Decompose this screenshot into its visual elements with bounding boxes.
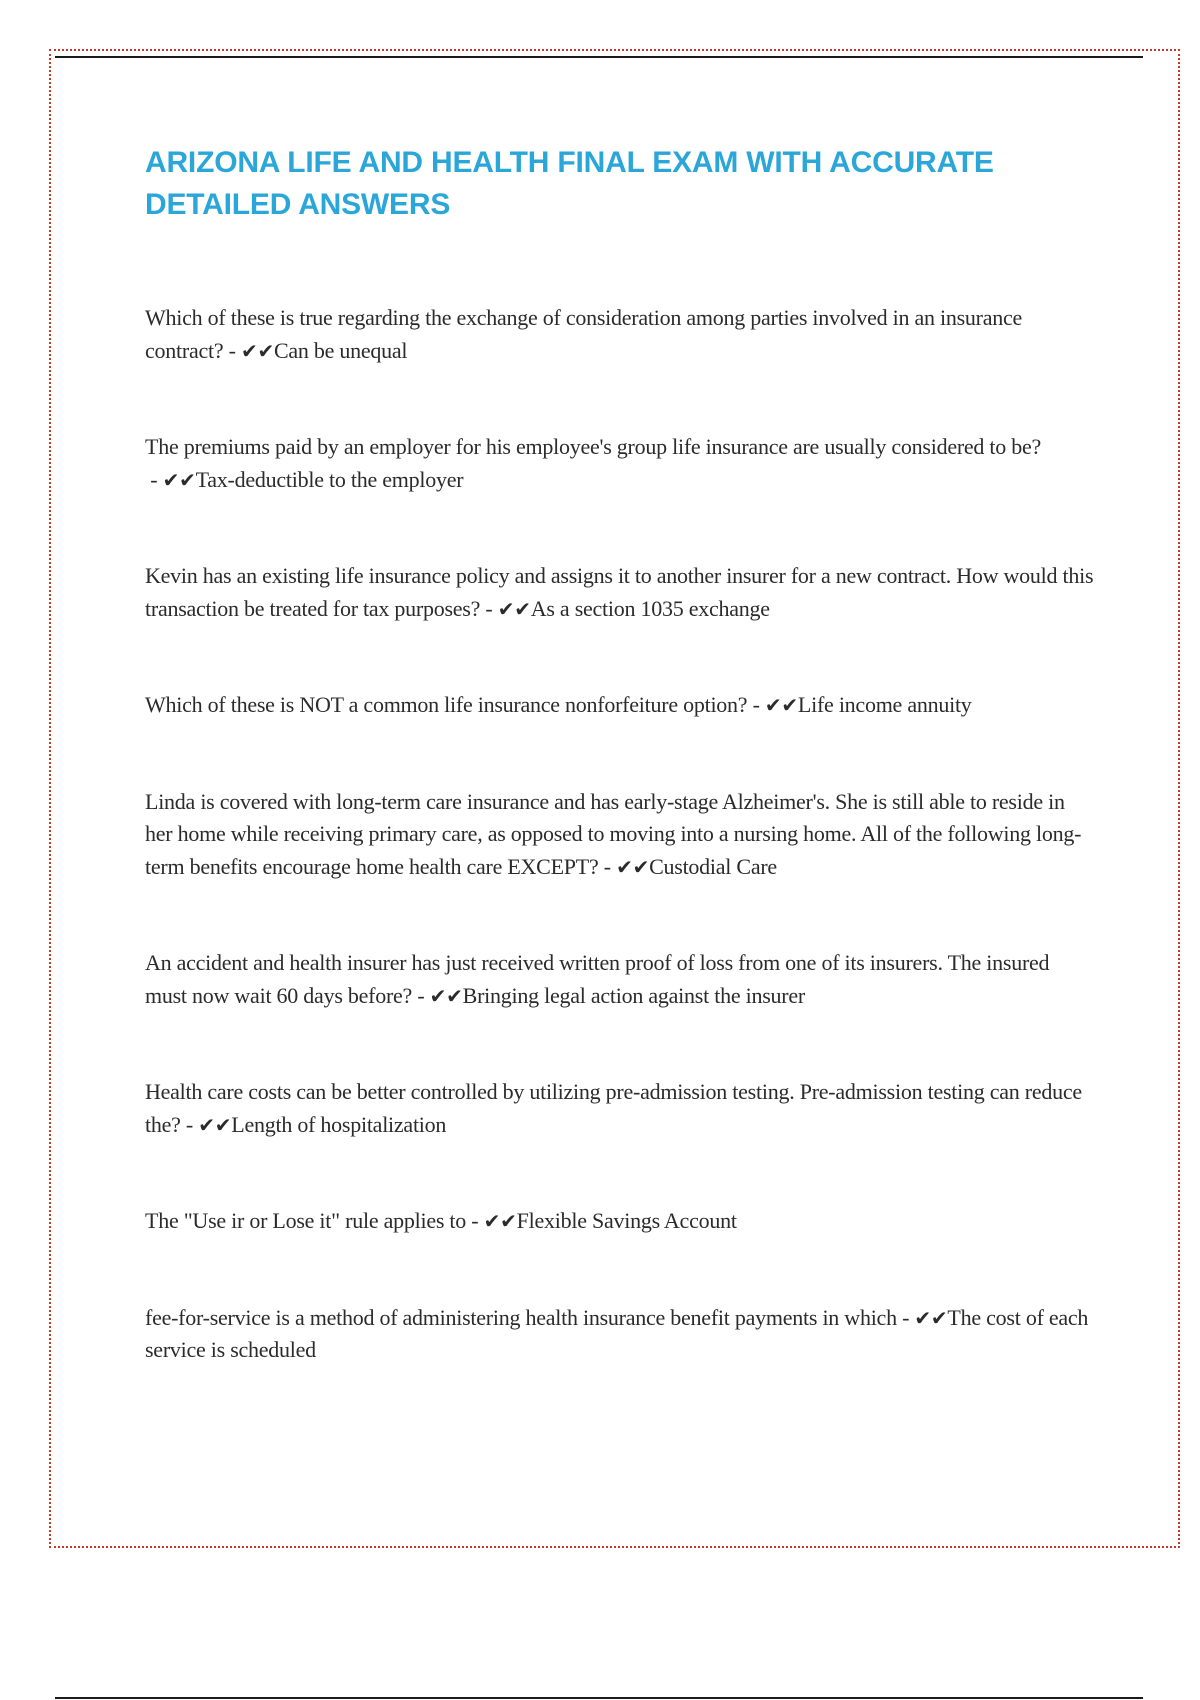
- double-check-icon: ✔✔: [914, 1305, 948, 1330]
- answer-text: Flexible Savings Account: [516, 1208, 737, 1233]
- qa-item: [145, 947, 1095, 1012]
- question-text: Health care costs can be better controlled by utilizing pre-admission testing. Pre-admission testing can reduce the?: [145, 1079, 1082, 1137]
- question-text: The premiums paid by an employer for his employee's group life insurance are usually considered to be?: [145, 434, 1042, 459]
- separator: -: [747, 692, 765, 717]
- answer-text: Custodial Care: [649, 853, 777, 879]
- top-rule: [55, 56, 1143, 58]
- answer-text: The cost of each service is scheduled: [145, 1304, 1089, 1362]
- question-text: An accident and health insurer has just received written proof of loss from one of its insurers. The insured must now wait 60 days before?: [145, 950, 1050, 1008]
- question-text: The "Use ir or Lose it" rule applies to: [145, 1208, 467, 1233]
- question-text: Which of these is NOT a common life insurance nonforfeiture option?: [145, 692, 748, 717]
- double-check-icon: ✔✔: [162, 467, 196, 492]
- qa-item: [145, 786, 1095, 884]
- answer-text: Life income annuity: [797, 692, 972, 717]
- document-title: ARIZONA LIFE AND HEALTH FINAL EXAM WITH ACCURATE DETAILED ANSWERS: [145, 146, 994, 221]
- separator: -: [598, 853, 617, 879]
- question-text: Linda is covered with long-term care insurance and has early-stage Alzheimer's. She is still able to reside in her home while receiving primary care, as opposed to moving into a nursing home. All of the following long-term benefits encourage home health care EXCEPT?: [145, 788, 1082, 879]
- qa-item: [145, 1076, 1095, 1141]
- separator: -: [145, 466, 163, 492]
- separator: -: [412, 982, 430, 1008]
- question-text: fee-for-service is a method of administering health insurance benefit payments in which: [145, 1304, 897, 1330]
- answer-text: Length of hospitalization: [231, 1111, 447, 1137]
- separator: -: [466, 1208, 484, 1233]
- double-check-icon: ✔✔: [616, 854, 650, 879]
- answer-text: Bringing legal action against the insurer: [462, 982, 805, 1008]
- separator: -: [180, 1111, 199, 1137]
- double-check-icon: ✔✔: [483, 1209, 517, 1233]
- answer-text: As a section 1035 exchange: [530, 595, 770, 621]
- answer-text: Tax-deductible to the employer: [195, 466, 464, 492]
- qa-item: [145, 689, 1095, 722]
- double-check-icon: ✔✔: [198, 1112, 232, 1137]
- qa-list: [145, 302, 1095, 1367]
- qa-item: [145, 1302, 1095, 1367]
- question-text: Kevin has an existing life insurance policy and assigns it to another insurer for a new contract. How would this transaction be treated for tax purposes?: [145, 563, 1094, 621]
- qa-item: [145, 1205, 1095, 1238]
- double-check-icon: ✔✔: [497, 596, 531, 621]
- separator: -: [480, 595, 498, 621]
- double-check-icon: ✔✔: [429, 983, 463, 1008]
- bottom-rule: [55, 1697, 1143, 1699]
- qa-item: [145, 431, 1095, 496]
- qa-item: [145, 560, 1095, 625]
- separator: -: [896, 1304, 915, 1330]
- double-check-icon: ✔✔: [240, 338, 274, 363]
- question-text: Which of these is true regarding the exchange of consideration among parties involved in an insurance contract?: [145, 305, 1023, 363]
- double-check-icon: ✔✔: [764, 693, 798, 717]
- answer-text: Can be unequal: [273, 337, 408, 363]
- qa-item: [145, 302, 1095, 367]
- separator: -: [223, 337, 241, 363]
